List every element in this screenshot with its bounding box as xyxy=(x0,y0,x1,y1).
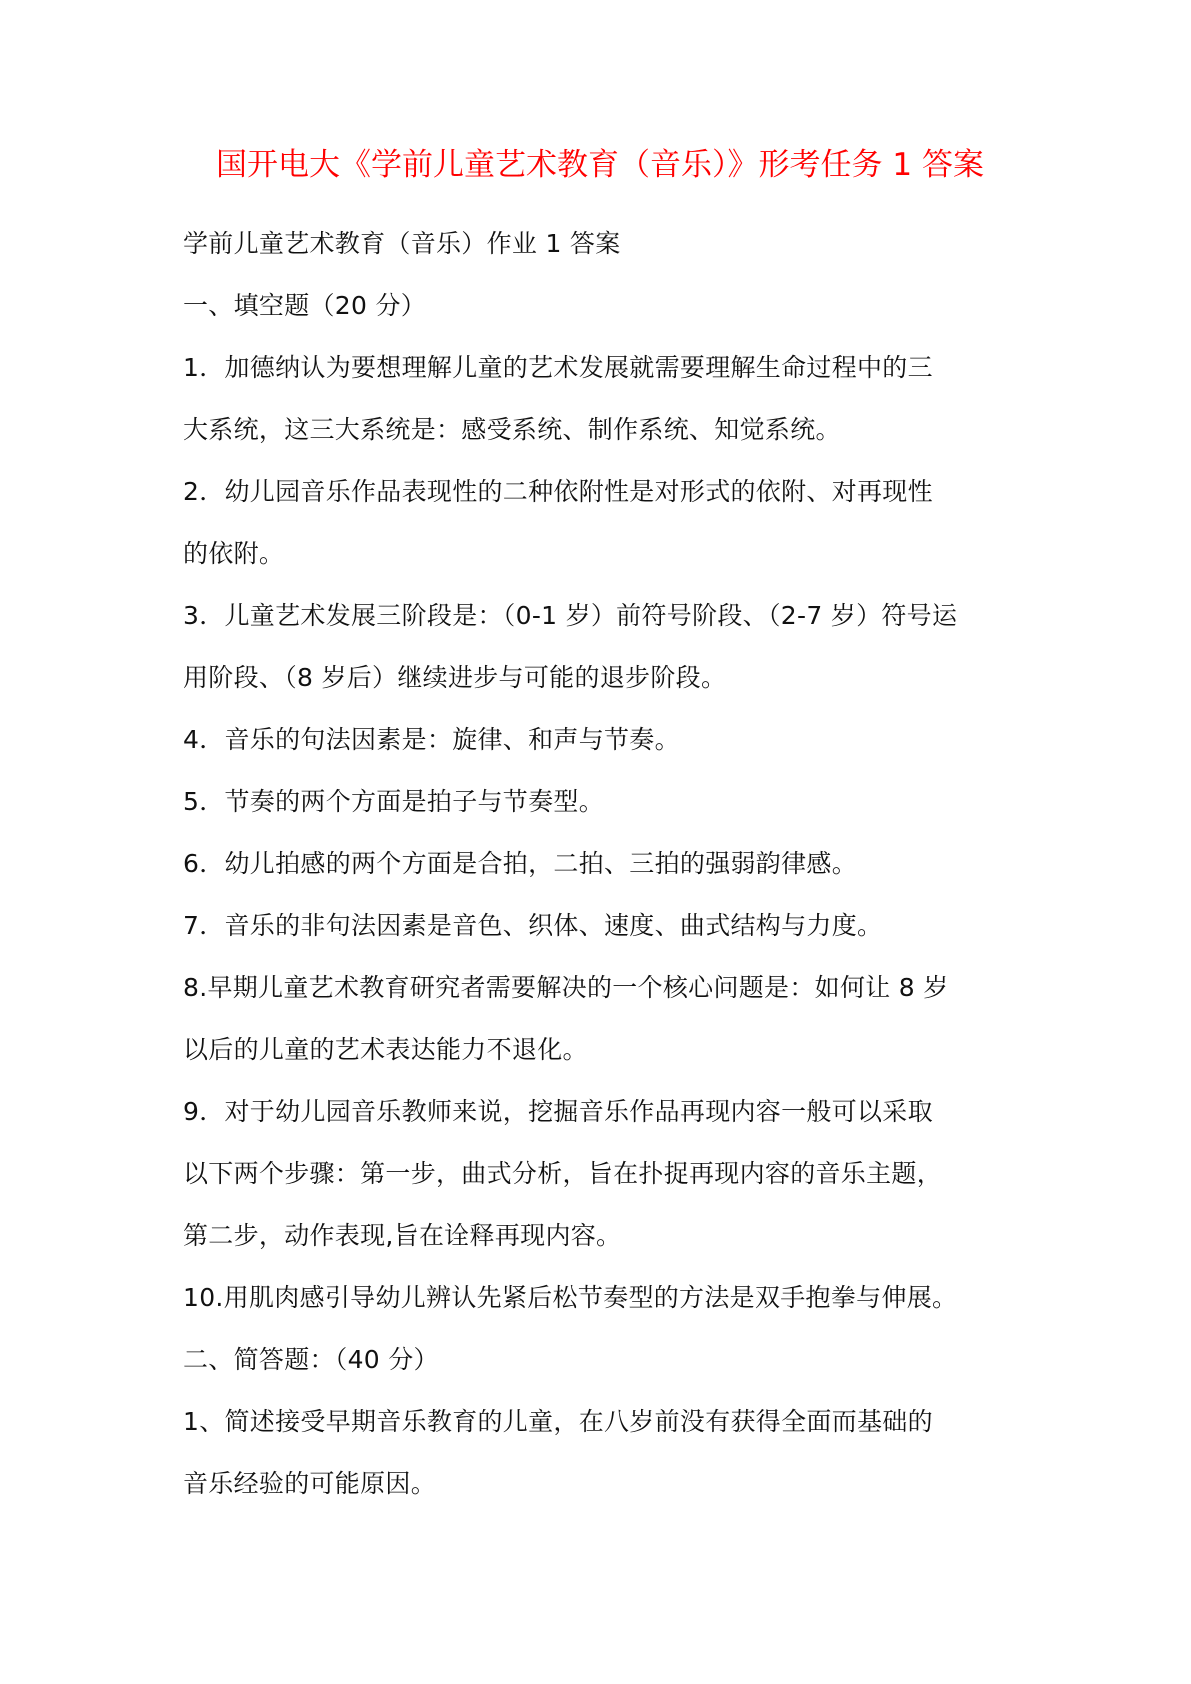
question-10 xyxy=(183,1267,1033,1329)
question-text-line: 2．幼儿园音乐作品表现性的二种依附性是对形式的依附、对再现性 xyxy=(183,477,933,506)
question-text-line: 4．音乐的句法因素是：旋律、和声与节奏。 xyxy=(183,725,680,754)
question-4 xyxy=(183,709,1033,771)
question-8 xyxy=(183,957,1033,1081)
question-text-line: 以下两个步骤：第一步，曲式分析，旨在扑捉再现内容的音乐主题， xyxy=(183,1159,943,1188)
question-text-line: 8.早期儿童艺术教育研究者需要解决的一个核心问题是：如何让 8 岁 xyxy=(183,973,949,1002)
question-text-line: 5．节奏的两个方面是拍子与节奏型。 xyxy=(183,787,605,816)
section-heading-fill-in: 一、填空题（20 分） xyxy=(183,291,427,320)
question-text-line: 音乐经验的可能原因。 xyxy=(183,1469,437,1498)
document-subtitle: 学前儿童艺术教育（音乐）作业 1 答案 xyxy=(183,229,621,258)
question-3 xyxy=(183,585,1033,709)
question-text-line: 3．儿童艺术发展三阶段是：（0-1 岁）前符号阶段、（2-7 岁）符号运 xyxy=(183,601,958,630)
question-text-line: 以后的儿童的艺术表达能力不退化。 xyxy=(183,1035,588,1064)
question-7 xyxy=(183,895,1033,957)
question-text-line: 6．幼儿拍感的两个方面是合拍，二拍、三拍的强弱韵律感。 xyxy=(183,849,858,878)
question-5 xyxy=(183,771,1033,833)
question-text-line: 10.用肌肉感引导幼儿辨认先紧后松节奏型的方法是双手抱拳与伸展。 xyxy=(183,1283,958,1312)
document-body xyxy=(183,213,1033,1515)
question-2 xyxy=(183,461,1033,585)
question-1 xyxy=(183,337,1033,461)
question-text-line: 的依附。 xyxy=(183,539,285,568)
question-text-line: 9．对于幼儿园音乐教师来说，挖掘音乐作品再现内容一般可以采取 xyxy=(183,1097,933,1126)
question-6 xyxy=(183,833,1033,895)
question-text-line: 用阶段、（8 岁后）继续进步与可能的退步阶段。 xyxy=(183,663,727,692)
section-heading-short-answer: 二、简答题：（40 分） xyxy=(183,1345,439,1374)
question-text-line: 大系统，这三大系统是：感受系统、制作系统、知觉系统。 xyxy=(183,415,841,444)
question-9 xyxy=(183,1081,1033,1267)
document-title: 国开电大《学前儿童艺术教育（音乐）》形考任务 1 答案 xyxy=(216,147,984,183)
question-text-line: 7．音乐的非句法因素是音色、织体、速度、曲式结构与力度。 xyxy=(183,911,883,940)
question-text-line: 1、简述接受早期音乐教育的儿童，在八岁前没有获得全面而基础的 xyxy=(183,1407,933,1436)
question-text-line: 1．加德纳认为要想理解儿童的艺术发展就需要理解生命过程中的三 xyxy=(183,353,933,382)
short-answer-question-1 xyxy=(183,1391,1033,1515)
question-text-line: 第二步，动作表现,旨在诠释再现内容。 xyxy=(183,1221,622,1250)
